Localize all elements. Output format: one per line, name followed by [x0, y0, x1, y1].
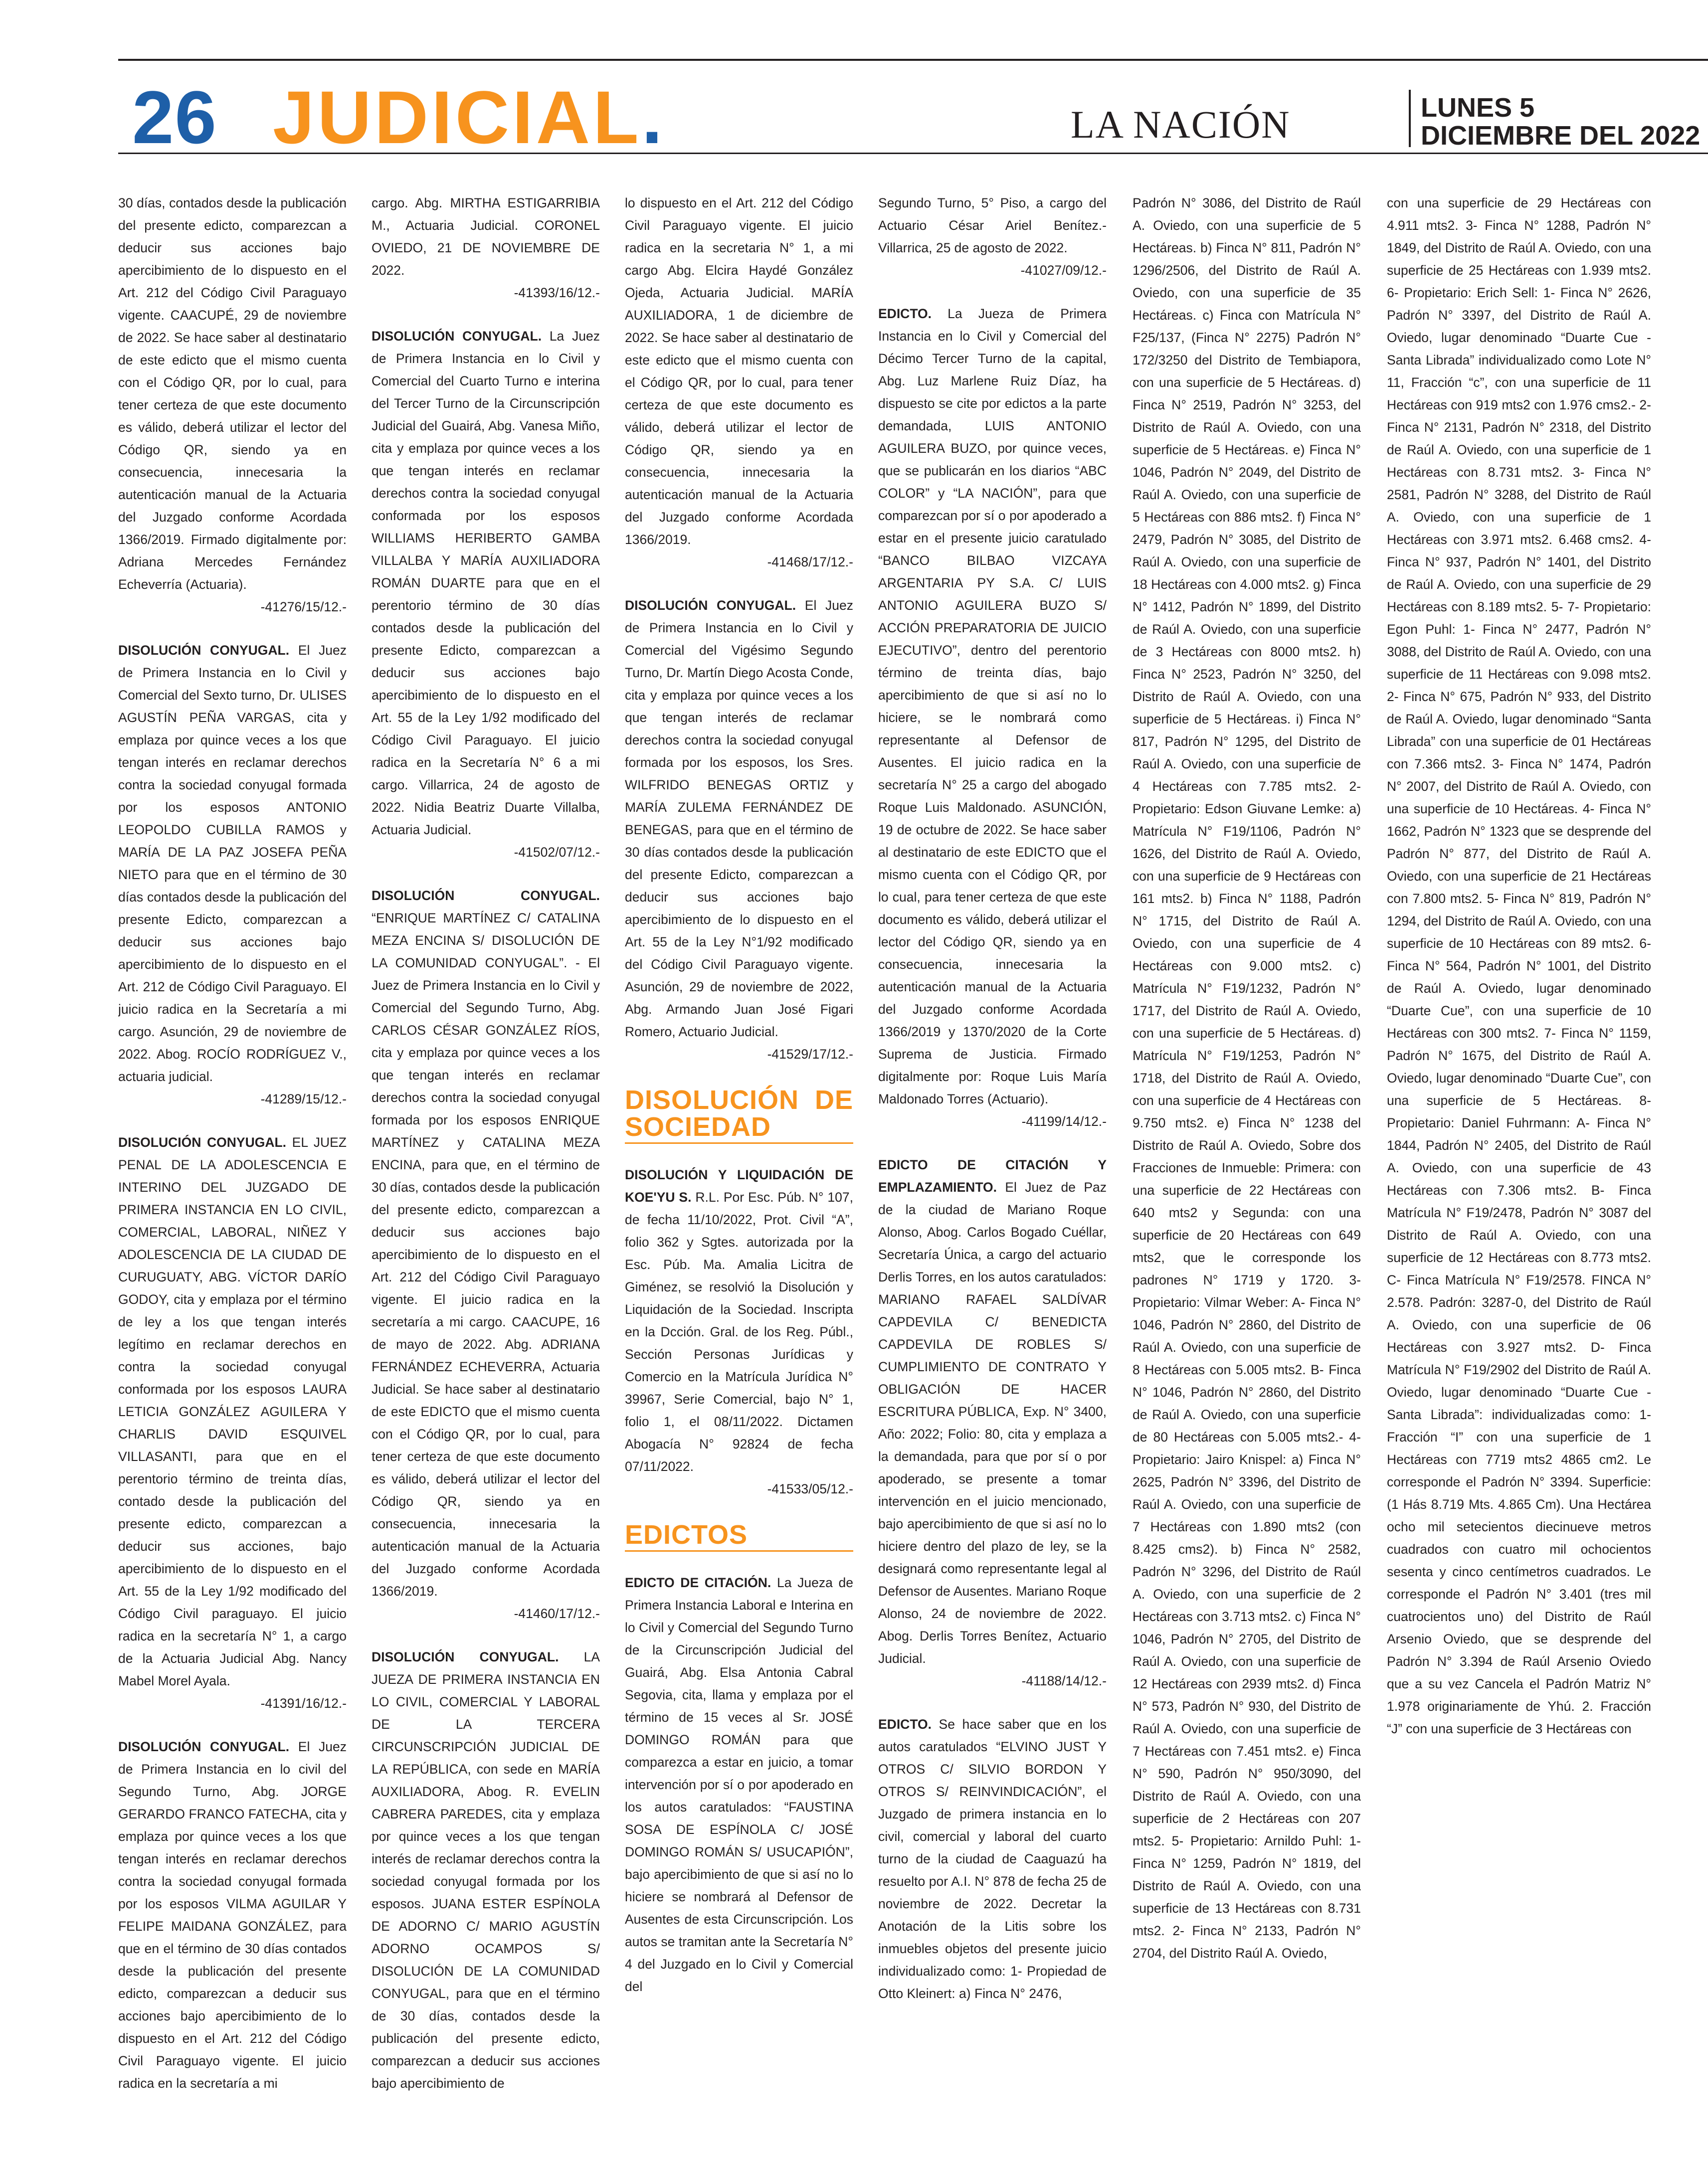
notice-reference: -41529/17/12.- — [767, 1047, 853, 1062]
legal-notice — [1133, 192, 1361, 1965]
notice-lead: DISOLUCIÓN CONYUGAL. — [372, 888, 600, 903]
legal-notice — [1387, 192, 1651, 1740]
notice-body: Segundo Turno, 5° Piso, a cargo del Actuario César Ariel Benítez.- Villarrica, 25 de agosto de 2022. — [878, 195, 1107, 255]
section-dot: . — [641, 75, 666, 159]
notice-lead: DISOLUCIÓN CONYUGAL. — [625, 598, 796, 613]
notice-body: La Jueza de Primera Instancia en lo Civil y Comercial del Décimo Tercer Turno de la capital, Abg. Luz Marlene Ruiz Díaz, ha dispuesto se cite por edictos a la parte demandada, LUIS ANTONIO AGUILERA BUZO, por quince veces, que se publicarán en los diarios “ABC COLOR” y “LA NACIÓN”, para que comparezcan por sí o por apoderado a estar en el presente juicio caratulado “BANCO BILBAO VIZCAYA ARGENTARIA PY S.A. C/ LUIS ANTONIO AGUILERA BUZO S/ ACCIÓN PREPARATORIA DE JUICIO EJECUTIVO”, dentro del perentorio término de treinta días, bajo apercibimiento de que si así no lo hiciere, se le nombrará como representante al Defensor de Ausentes. El juicio radica en la secretaría N° 25 a cargo del abogado Roque Luis Maldonado. ASUNCIÓN, 19 de octubre de 2022. Se hace saber al destinatario de este EDICTO que el mismo cuenta con el Código QR, por lo cual, para tener certeza de que este documento es válido, deberá utilizar el lector del Código QR, siendo ya en consecuencia, innecesaria la autenticación manual de la Actuaria del Juzgado conforme Acordada 1366/2019 y 1370/2020 de la Corte Suprema de Justicia. Firmado digitalmente por: Roque Luis María Maldonado Torres (Actuario). — [878, 306, 1107, 1106]
legal-notice — [118, 1131, 347, 1715]
notice-lead: EDICTO. — [878, 1717, 932, 1732]
notice-reference: -41276/15/12.- — [260, 599, 347, 614]
header-rule — [118, 153, 1708, 154]
notice-reference: -41289/15/12.- — [260, 1091, 347, 1106]
section-title — [273, 75, 666, 159]
section-name: JUDICIAL — [273, 75, 642, 159]
notice-lead: DISOLUCIÓN CONYUGAL. — [372, 1649, 559, 1664]
top-rule — [118, 59, 1708, 61]
notice-body: con una superficie de 29 Hectáreas con 4.911 mts2. 3- Finca N° 1288, Padrón N° 1849, del Distrito de Raúl A. Oviedo, con una superficie de 25 Hectáreas con 1.939 mts2. 6- Propietario: Erich Sell: 1- Finca N° 2626, Padrón N° 3397, del Distrito de Raúl A. Oviedo, lugar denominado “Duarte Cue - Santa Librada” individualizado como Lote N° 11, Fracción “c”, con una superficie de 11 Hectáreas con 919 mts2 con 1.976 cms2.- 2- Finca N° 2131, Padrón N° 2318, del Distrito de Raúl A. Oviedo, con una superficie de 1 Hectáreas con 8.731 mts2. 3- Finca N° 2581, Padrón N° 3288, del Distrito de Raúl A. Oviedo, con una superficie de 1 Hectáreas con 3.971 mts2. 6.468 cms2. 4- Finca N° 937, Padrón N° 1401, del Distrito de Raúl A. Oviedo, con una superficie de 29 Hectáreas con 8.189 mts2. 5- 7- Propietario: Egon Puhl: 1- Finca N° 2477, Padrón N° 3088, del Distrito de Raúl A. Oviedo, con una superficie de 11 Hectáreas con 9.098 mts2. 2- Finca N° 675, Padrón N° 933, del Distrito de Raúl A. Oviedo, lugar denominado “Santa Librada” con una superficie de 01 Hectáreas con 7.366 mts2. 3- Finca N° 1474, Padrón N° 2007, del Distrito de Raúl A. Oviedo, con una superficie de 10 Hectáreas. 4- Finca N° 1662, Padrón N° 1323 que se desprende del Padrón N° 877, del Distrito de Raúl A. Oviedo, con una superficie de 21 Hectáreas con 7.800 mts2. 5- Finca N° 819, Padrón N° 1294, del Distrito de Raúl A. Oviedo, con una superficie de 10 Hectáreas con 89 mts2. 6- Finca N° 564, Padrón N° 1001, del Distrito de Raúl A. Oviedo, lugar denominado “Duarte Cue”, con una superficie de 10 Hectáreas con 300 mts2. 7- Finca N° 1159, Padrón N° 1675, del Distrito de Raúl A. Oviedo, lugar denominado “Duarte Cue”, con una superficie de 5 Hectáreas. 8- Propietario: Daniel Fuhrmann: A- Finca N° 1844, Padrón N° 2405, del Distrito de Raúl A. Oviedo, con una superficie de 43 Hectáreas con 7.306 mts2. B- Finca Matrícula N° F19/2478, Padrón N° 3087 del Distrito de Raúl A. Oviedo, con una superficie de 12 Hectáreas con 8.773 mts2. C- Finca Matrícula N° F19/2578. FINCA N° 2.578. Padrón: 3287-0, del Distrito de Raúl A. Oviedo, con una superficie de 06 Hectáreas con 3.927 mts2. D- Finca Matrícula N° F19/2902 del Distrito de Raúl A. Oviedo, lugar denominado “Duarte Cue - Santa Librada”: individualizadas como: 1- Fracción “I” con una superficie de 1 Hectáreas con 7719 mts2 4865 cm2. Le corresponde el Padrón N° 3394. Superficie: (1 Hás 8.719 Mts. 4.865 Cm). Una Hectárea ocho mil setecientos diecinueve metros cuadrados con cuatro mil ochocientos sesenta y cinco centímetros cuadrados. Le corresponde el Padrón N° 3.401 (tres mil cuatrocientos uno) del Distrito de Raúl Arsenio Oviedo, que se desprende del Padrón N° 3.394 de Raúl Arsenio Oviedo que a su vez Cancela el Padrón Matriz N° 1.978 originariamente de Yhú. 2. Fracción “J” con una superficie de 3 Hectáreas con — [1387, 195, 1651, 1736]
legal-notice — [118, 192, 347, 618]
notice-body: El Juez de Primera Instancia en lo Civil y Comercial del Sexto turno, Dr. ULISES AGUSTÍN PEÑA VARGAS, cita y emplaza por quince veces a los que tengan interés en reclamar derechos contra la sociedad conyugal formada por los esposos ANTONIO LEOPOLDO CUBILLA RAMOS y MARÍA DE LA PAZ JOSEFA PEÑA NIETO para que en el término de 30 días contados desde la publicación del presente Edicto, comparezcan a deducir sus acciones bajo apercibimiento de lo dispuesto en el Art. 212 de Código Civil Paraguayo. El juicio radica en la Secretaría a mi cargo. Asunción, 29 de noviembre de 2022. Abog. ROCÍO RODRÍGUEZ V., actuaria judicial. — [118, 643, 347, 1084]
notice-reference: -41391/16/12.- — [260, 1696, 347, 1711]
legal-notice — [372, 192, 600, 304]
notice-lead: DISOLUCIÓN CONYUGAL. — [372, 329, 542, 344]
notice-body: Se hace saber que en los autos caratulados “ELVINO JUST Y OTROS C/ SILVIO BORDON Y OTROS S/ REINVINDICACIÓN”, el Juzgado de primera instancia en lo civil, comercial y laboral del cuarto turno de la ciudad de Caaguazú ha resuelto por A.I. N° 878 de fecha 25 de noviembre de 2022. Decretar la Anotación de la Litis sobre los inmuebles objetos del presente juicio individualizado como: 1- Propiedad de Otto Kleinert: a) Finca N° 2476, — [878, 1717, 1107, 2001]
notice-body: La Juez de Primera Instancia en lo Civil y Comercial del Cuarto Turno e interina del Tercer Turno de la Circunscripción Judicial del Guairá, Abg. Vanesa Miño, cita y emplaza por quince veces a los que tengan interés en reclamar derechos contra la sociedad conyugal conformada por los esposos WILLIAMS HERIBERTO GAMBA VILLALBA Y MARÍA AUXILIADORA ROMÁN DUARTE para que en el perentorio término de 30 días contados desde la publicación del presente Edicto, comparezcan a deducir sus acciones bajo apercibimiento de lo dispuesto en el Art. 55 de la Ley 1/92 modificado del Código Civil Paraguayo. El juicio radica en la Secretaría N° 6 a mi cargo. Villarrica, 24 de agosto de 2022. Nidia Beatriz Duarte Villalba, Actuaria Judicial. — [372, 329, 600, 837]
notice-reference: -41188/14/12.- — [1021, 1673, 1107, 1688]
columns — [118, 192, 1694, 2167]
notice-body: LA JUEZA DE PRIMERA INSTANCIA EN LO CIVIL, COMERCIAL Y LABORAL DE LA TERCERA CIRCUNSCRIPCIÓN JUDICIAL DE LA REPÚBLICA, con sede en MARÍA AUXILIADORA, Abog. R. EVELIN CABRERA PAREDES, cita y emplaza por quince veces a los que tengan interés de reclamar derechos contra la sociedad conyugal formada por los esposos. JUANA ESTER ESPÍNOLA DE ADORNO C/ MARIO AGUSTÍN ADORNO OCAMPOS S/ DISOLUCIÓN DE LA COMUNIDAD CONYUGAL, para que en el término de 30 días, contados desde la publicación del presente edicto, comparezcan a deducir sus acciones bajo apercibimiento de — [372, 1649, 600, 2091]
notice-body: 30 días, contados desde la publicación del presente edicto, comparezcan a deducir sus acciones bajo apercibimiento de lo dispuesto en el Art. 212 del Código Civil Paraguayo vigente. CAACUPÉ, 29 de noviembre de 2022. Se hace saber al destinatario de este edicto que el mismo cuenta con el Código QR, por lo cual, para tener certeza de que este documento es válido, deberá utilizar el lector del Código QR, siendo ya en consecuencia, innecesaria la autenticación manual de la Actuaria del Juzgado conforme Acordada 1366/2019. Firmado digitalmente por: Adriana Mercedes Fernández Echeverría (Actuaria). — [118, 195, 347, 592]
date-full: DICIEMBRE DEL 2022 — [1421, 121, 1701, 151]
notice-reference: -41533/05/12.- — [767, 1481, 853, 1496]
notice-reference: -41393/16/12.- — [514, 285, 600, 300]
notice-body: “ENRIQUE MARTÍNEZ C/ CATALINA MEZA ENCINA S/ DISOLUCIÓN DE LA COMUNIDAD CONYUGAL”. - El Juez de Primera Instancia en lo Civil y Comercial del Segundo Turno, Abg. CARLOS CÉSAR GONZÁLEZ RÍOS, cita y emplaza por quince veces a los que tengan interés en reclamar derechos contra la sociedad conyugal formada por los esposos ENRIQUE MARTÍNEZ y CATALINA MEZA ENCINA, para que, en el término de 30 días, contados desde la publicación del presente edicto, comparezcan a deducir sus acciones bajo apercibimiento de lo dispuesto en el Art. 212 del Código Civil Paraguayo vigente. El juicio radica en la secretaría a mi cargo. CAACUPE, 16 de mayo de 2022. Abg. ADRIANA FERNÁNDEZ ECHEVERRA, Actuaria Judicial. Se hace saber al destinatario de este EDICTO que el mismo cuenta con el Código QR, por lo cual, para tener certeza de que este documento es válido, deberá utilizar el lector del Código QR, siendo ya en consecuencia, innecesaria la autenticación manual de la Actuaria del Juzgado conforme Acordada 1366/2019. — [372, 910, 600, 1599]
legal-notice — [878, 1713, 1107, 2005]
notice-lead: EDICTO. — [878, 306, 932, 321]
notice-body: cargo. Abg. MIRTHA ESTIGARRIBIA M., Actuaria Judicial. CORONEL OVIEDO, 21 DE NOVIEMBRE DE 2022. — [372, 195, 600, 278]
legal-notice — [372, 1646, 600, 2095]
legal-notice — [118, 1736, 347, 2095]
notice-body: El Juez de Paz de la ciudad de Mariano Roque Alonso, Abog. Carlos Bogado Cuéllar, Secretaría Única, a cargo del actuario Derlis Torres, en los autos caratulados: MARIANO RAFAEL SALDÍVAR CAPDEVILA C/ BENEDICTA CAPDEVILA DE ROBLES S/ CUMPLIMIENTO DE CONTRATO Y OBLIGACIÓN DE HACER ESCRITURA PÚBLICA, Exp. N° 3400, Año: 2022; Folio: 80, cita y emplaza a la demandada, para que por sí o por apoderado, se presente a tomar intervención en el juicio mencionado, bajo apercibimiento de que si así no lo hiciere dentro del plazo de ley, se la designará como representante legal al Defensor de Ausentes. Mariano Roque Alonso, 24 de noviembre de 2022. Abog. Derlis Torres Benítez, Actuario Judicial. — [878, 1180, 1107, 1666]
column-2 — [372, 192, 600, 2167]
newspaper-logo: LA NACIÓN — [1071, 103, 1291, 146]
legal-notice — [372, 325, 600, 864]
legal-notice — [372, 885, 600, 1625]
notice-reference: -41468/17/12.- — [767, 554, 853, 569]
notice-lead: DISOLUCIÓN CONYUGAL. — [118, 643, 290, 658]
notice-lead: EDICTO DE CITACIÓN Y EMPLAZAMIENTO. — [878, 1157, 1107, 1195]
notice-body: El Juez de Primera Instancia en lo Civil y Comercial del Vigésimo Segundo Turno, Dr. Martín Diego Acosta Conde, cita y emplaza por quince veces a los que tengan interés de reclamar derechos contra la sociedad conyugal formada por los esposos, los Sres. WILFRIDO BENEGAS ORTIZ y MARÍA ZULEMA FERNÁNDEZ DE BENEGAS, para que en el término de 30 días contados desde la publicación del presente Edicto, comparezcan a deducir sus acciones bajo apercibimiento de lo dispuesto en el Art. 55 de la Ley N°1/92 modificado del Código Civil Paraguayo vigente. Asunción, 29 de noviembre de 2022, Abg. Armando Juan José Figari Romero, Actuario Judicial. — [625, 598, 853, 1039]
legal-notice — [625, 192, 853, 573]
notice-body: EL JUEZ PENAL DE LA ADOLESCENCIA E INTERINO DEL JUZGADO DE PRIMERA INSTANCIA EN LO CIVIL, COMERCIAL, LABORAL, NIÑEZ Y ADOLESCENCIA DE LA CIUDAD DE CURUGUATY, ABG. VÍCTOR DARÍO GODOY, cita y emplaza por el término de ley a los que tengan interés legítimo en reclamar derechos en contra la sociedad conyugal conformada por los esposos LAURA LETICIA GONZÁLEZ AGUILERA Y CHARLIS DAVID ESQUIVEL VILLASANTI, para que en el perentorio término de treinta días, contado desde la publicación del presente edicto, comparezcan a deducir sus acciones, bajo apercibimiento de lo dispuesto en el Art. 55 de la Ley 1/92 modificado del Código Civil paraguayo. El juicio radica en la secretaría N° 1, a cargo de la Actuaria Judicial Abg. Nancy Mabel Morel Ayala. — [118, 1135, 347, 1688]
notice-reference: -41460/17/12.- — [514, 1606, 600, 1621]
legal-notice — [878, 1154, 1107, 1692]
header-divider — [1409, 90, 1411, 147]
legal-notice — [625, 594, 853, 1066]
page-number: 26 — [132, 75, 217, 159]
notice-lead: DISOLUCIÓN CONYUGAL. — [118, 1135, 287, 1150]
legal-notice — [878, 192, 1107, 282]
section-heading: EDICTOS — [625, 1521, 853, 1552]
legal-notice — [625, 1164, 853, 1500]
section-heading: DISOLUCIÓN DE SOCIEDAD — [625, 1087, 853, 1144]
notice-body: lo dispuesto en el Art. 212 del Código Civil Paraguayo vigente. El juicio radica en la secretaria N° 1, a mi cargo Abg. Elcira Haydé González Ojeda, Actuaria Judicial. MARÍA AUXILIADORA, 1 de diciembre de 2022. Se hace saber al destinatario de este edicto que el mismo cuenta con el Código QR, por lo cual, para tener certeza de que este documento es válido, deberá utilizar el lector de Código QR, siendo ya en consecuencia, innecesaria la autenticación manual de la Actuaria del Juzgado conforme Acordada 1366/2019. — [625, 195, 853, 547]
column-6 — [1387, 192, 1651, 2167]
notice-body: R.L. Por Esc. Púb. N° 107, de fecha 11/10/2022, Prot. Civil “A”, folio 362 y Sgtes. autorizada por la Esc. Púb. Ma. Amalia Licitra de Giménez, se resolvió la Disolución y Liquidación de la Sociedad. Inscripta en la Dcción. Gral. de los Reg. Públ., Sección Personas Jurídicas y Comercio en la Matrícula Jurídica N° 39967, Serie Comercial, bajo N° 1, folio 1, el 08/11/2022. Dictamen Abogacía N° 92824 de fecha 07/11/2022. — [625, 1190, 853, 1474]
notice-lead: DISOLUCIÓN CONYUGAL. — [118, 1739, 290, 1754]
notice-body: La Jueza de Primera Instancia Laboral e Interina en lo Civil y Comercial del Segundo Turno de la Circunscripción Judicial del Guairá, Abg. Elsa Antonia Cabral Segovia, cita, llama y emplaza por el término de 15 veces al Sr. JOSÉ DOMINGO ROMÁN para que comparezca a estar en juicio, a tomar intervención por sí o por apoderado en los autos caratulados: “FAUSTINA SOSA DE ESPÍNOLA C/ JOSÉ DOMINGO ROMÁN S/ USUCAPIÓN”, bajo apercibimiento de que si así no lo hiciere se nombrará al Defensor de Ausentes de esta Circunscripción. Los autos se tramitan ante la Secretaría N° 4 del Juzgado en lo Civil y Comercial del — [625, 1575, 853, 1994]
legal-notice — [118, 639, 347, 1110]
notice-reference: -41199/14/12.- — [1021, 1114, 1107, 1129]
notice-body: Padrón N° 3086, del Distrito de Raúl A. Oviedo, con una superficie de 5 Hectáreas. b) Finca N° 811, Padrón N° 1296/2506, del Distrito de Raúl A. Oviedo, con una superficie de 35 Hectáreas. c) Finca con Matrícula N° F25/137, (Finca N° 2275) Padrón N° 172/3250 del Distrito de Tembiapora, con una superficie de 5 Hectáreas. d) Finca N° 2519, Padrón N° 3253, del Distrito de Raúl A. Oviedo, con una superficie de 5 Hectáreas. e) Finca N° 1046, Padrón N° 2049, del Distrito de Raúl A. Oviedo, con una superficie de 5 Hectáreas con 886 mts2. f) Finca N° 2479, Padrón N° 3085, del Distrito de Raúl A. Oviedo, con una superficie de 18 Hectáreas con 4.000 mts2. g) Finca N° 1412, Padrón N° 1899, del Distrito de Raúl A. Oviedo, con una superficie de 3 Hectáreas con 8000 mts2. h) Finca N° 2523, Padrón N° 3250, del Distrito de Raúl A. Oviedo, con una superficie de 5 Hectáreas. i) Finca N° 817, Padrón N° 1295, del Distrito de Raúl A. Oviedo, con una superficie de 4 Hectáreas con 7.785 mts2. 2- Propietario: Edson Giuvane Lemke: a) Matrícula N° F19/1106, Padrón N° 1626, del Distrito de Raúl A. Oviedo, con una superficie de 9 Hectáreas con 161 mts2. b) Finca N° 1188, Padrón N° 1715, del Distrito de Raúl A. Oviedo, con una superficie de 4 Hectáreas con 9.000 mts2. c) Matrícula N° F19/1232, Padrón N° 1717, del Distrito de Raúl A. Oviedo, con una superficie de 5 Hectáreas. d) Matrícula N° F19/1253, Padrón N° 1718, del Distrito de Raúl A. Oviedo, con una superficie de 4 Hectáreas con 9.750 mts2. e) Finca N° 1238 del Distrito de Raúl A. Oviedo, Sobre dos Fracciones de Inmueble: Primera: con una superficie de 22 Hectáreas con 640 mts2 y Segunda: con una superficie de 20 Hectáreas con 649 mts2, que le corresponde los padrones N° 1719 y 1720. 3- Propietario: Vilmar Weber: A- Finca N° 1046, Padrón N° 2860, del Distrito de Raúl A. Oviedo, con una superficie de 8 Hectáreas con 5.005 mts2. B- Finca N° 1046, Padrón N° 2860, del Distrito de Raúl A. Oviedo, con una superficie de 80 Hectáreas con 5.005 mts2.- 4- Propietario: Jairo Knispel: a) Finca N° 2625, Padrón N° 3396, del Distrito de Raúl A. Oviedo, con una superficie de 7 Hectáreas con 1.890 mts2 (con 8.425 cms2). b) Finca N° 2582, Padrón N° 3296, del Distrito de Raúl A. Oviedo, con una superficie de 2 Hectáreas con 3.713 mts2. c) Finca N° 1046, Padrón N° 2705, del Distrito de Raúl A. Oviedo, con una superficie de 12 Hectáreas con 2939 mts2. d) Finca N° 573, Padrón N° 930, del Distrito de Raúl A. Oviedo, con una superficie de 7 Hectáreas con 7.451 mts2. e) Finca N° 590, Padrón N° 950/3090, del Distrito de Raúl A. Oviedo, con una superficie de 2 Hectáreas con 207 mts2. 5- Propietario: Arnildo Puhl: 1- Finca N° 1259, Padrón N° 1819, del Distrito de Raúl A. Oviedo, con una superficie de 13 Hectáreas con 8.731 mts2. 2- Finca N° 2133, Padrón N° 2704, del Distrito Raúl A. Oviedo, — [1133, 195, 1361, 1961]
legal-notice — [878, 303, 1107, 1133]
notice-lead: DISOLUCIÓN Y LIQUIDACIÓN DE KOE'YU S. — [625, 1167, 853, 1205]
notice-body: El Juez de Primera Instancia en lo civil del Segundo Turno, Abg. JORGE GERARDO FRANCO FATECHA, cita y emplaza por quince veces a los que tengan interés en reclamar derechos contra la sociedad conyugal formada por los esposos VILMA AGUILAR Y FELIPE MAIDANA GONZÁLEZ, para que en el término de 30 días contados desde la publicación del presente edicto, comparezcan a deducir sus acciones bajo apercibimiento de lo dispuesto en el Art. 212 del Código Civil Paraguayo vigente. El juicio radica en la secretaría a mi — [118, 1739, 347, 2091]
column-1 — [118, 192, 347, 2167]
column-4 — [878, 192, 1107, 2167]
legal-notice — [625, 1572, 853, 1998]
notice-reference: -41027/09/12.- — [1020, 263, 1107, 278]
column-3 — [625, 192, 853, 2167]
date-weekday: LUNES 5 — [1421, 93, 1535, 123]
column-5 — [1133, 192, 1361, 2167]
notice-reference: -41502/07/12.- — [514, 845, 600, 860]
page-header — [118, 70, 1708, 159]
notice-lead: EDICTO DE CITACIÓN. — [625, 1575, 771, 1590]
